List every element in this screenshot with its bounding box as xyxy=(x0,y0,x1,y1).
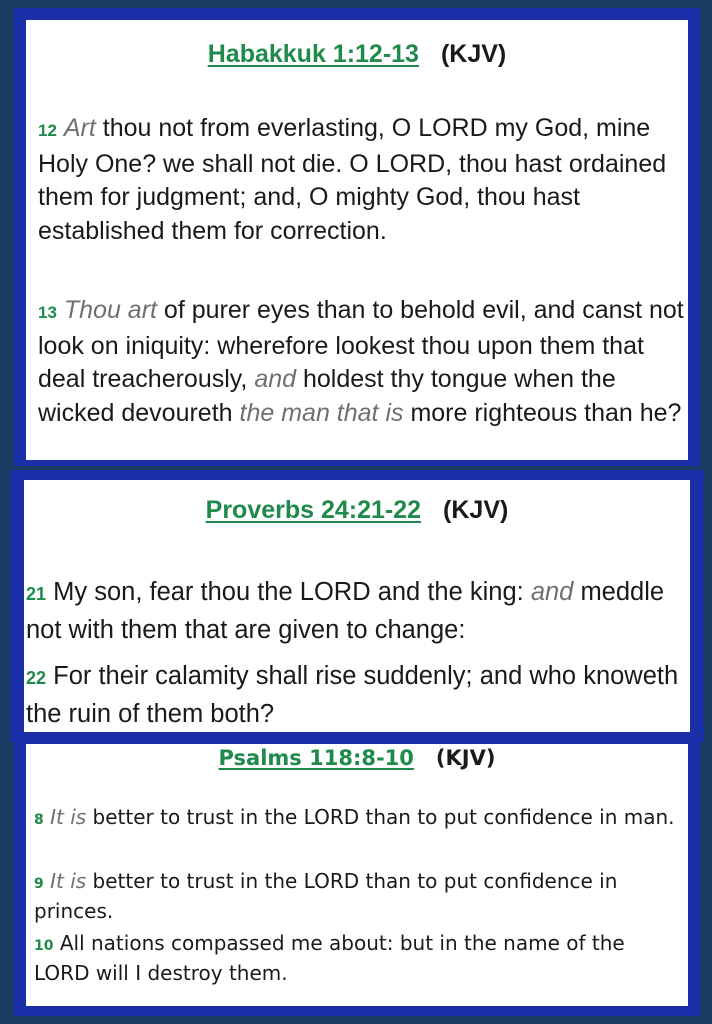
verse xyxy=(38,294,698,431)
verse-italic-text: and xyxy=(254,365,297,394)
version-label: (KJV) xyxy=(440,40,507,68)
verse-text: For their calamity shall rise suddenly; and who knoweth the ruin of them both? xyxy=(26,662,679,728)
verse xyxy=(34,804,684,834)
verse-number: 10 xyxy=(34,938,54,954)
verse-italic-text: Art xyxy=(63,114,96,142)
verse-text: All nations compassed me about: but in the name of the LORD will I destroy them. xyxy=(34,931,625,985)
verse-italic-text: and xyxy=(530,578,574,606)
verse-number: 8 xyxy=(34,812,44,828)
verse-number: 12 xyxy=(38,121,57,140)
version-label: (KJV) xyxy=(443,496,509,524)
verse-text: holdest thy tongue when the wicked devoureth xyxy=(38,365,616,428)
passage-heading xyxy=(24,496,690,525)
passage-heading xyxy=(26,40,688,69)
verse-text: My son, fear thou the LORD and the king: xyxy=(53,578,531,606)
version-label: (KJV) xyxy=(435,746,496,770)
passage-reference-link[interactable]: Psalms 118:8-10 xyxy=(218,746,414,770)
passage-reference-link[interactable]: Proverbs 24:21-22 xyxy=(205,496,422,524)
passage-card-proverbs xyxy=(10,470,704,742)
verse-text: thou not from everlasting, O LORD my God, mine Holy One? we shall not die. O LORD, thou hast ordained them for judgment; and, O mighty God, thou hast established them for correction. xyxy=(38,114,667,246)
verse-italic-text: It is xyxy=(50,805,87,829)
verse-text: better to trust in the LORD than to put confidence in man. xyxy=(86,805,675,829)
verse xyxy=(34,868,684,925)
verse-text: meddle not with them that are given to change: xyxy=(26,578,665,644)
verse xyxy=(38,112,698,249)
verse-italic-text: It is xyxy=(50,869,87,893)
verse-text: better to trust in the LORD than to put confidence in princes. xyxy=(34,869,618,923)
verse xyxy=(34,930,684,987)
verse-number: 13 xyxy=(38,303,57,322)
verse-number: 22 xyxy=(26,668,47,688)
verse xyxy=(26,574,690,648)
verse-text: more righteous than he? xyxy=(403,399,682,428)
verse-italic-text: the man that is xyxy=(239,399,404,428)
passage-card-psalms xyxy=(14,738,700,1016)
passage-heading xyxy=(26,746,688,770)
verse xyxy=(26,658,690,732)
passage-card-habakkuk xyxy=(14,8,700,466)
passage-reference-link[interactable]: Habakkuk 1:12-13 xyxy=(207,40,419,68)
verse-italic-text: Thou art xyxy=(63,296,157,324)
verse-text: of purer eyes than to behold evil, and canst not look on iniquity: wherefore lookest thou upon them that deal treacherously, xyxy=(38,296,684,394)
verse-number: 21 xyxy=(26,584,47,604)
verse-number: 9 xyxy=(34,876,44,892)
